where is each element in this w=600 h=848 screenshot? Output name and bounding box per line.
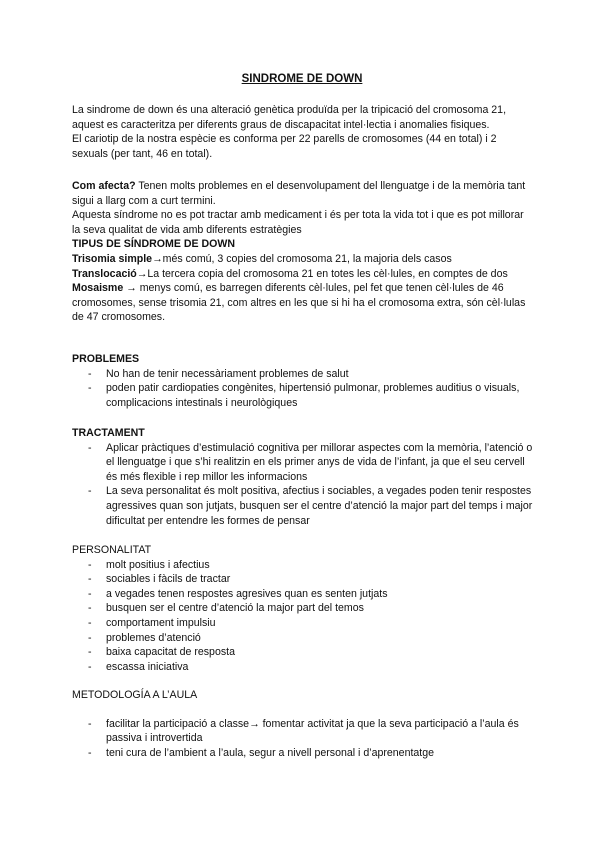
treatment-section [72, 426, 534, 528]
affects-text: Tenen molts problemes en el desenvolupament del llenguatge i de la memòria tant sigui a llarg com a curt termini. [72, 180, 526, 207]
type-text: →La tercera copia del cromosoma 21 en totes les cèl·lules, en comptes de dos [136, 267, 508, 280]
type-item [72, 267, 534, 282]
problems-heading: PROBLEMES [72, 353, 140, 365]
type-text: → menys comú, es barregen diferents cèl·lules, pel fet que tenen cèl·lules de 46 cromosomes, sense trisomia 21, com altres en les que si hi ha el cromosoma extra, són cèl·lulas de 47 cromosomes. [72, 282, 526, 324]
problems-section [72, 352, 534, 410]
treatment-heading: TRACTAMENT [72, 427, 145, 439]
list-item: - La seva personalitat és molt positiva, afectius i sociables, a vegades poden tenir respostes agressives quan son jutjats, busquen ser el centre d’atenció la major part del temps i major dificultat per entendre les formes de pensar [72, 484, 534, 528]
list-item: - busquen ser el centre d’atenció la major part del temos [72, 601, 534, 616]
affects-paragraph [72, 179, 534, 208]
intro-paragraph-1: La sindrome de down és una alteració genètica produïda per la tripicació del cromosoma 21, aquest es caracteritza per diferents graus de discapacitat intel·lectia i anomalies fisiques. [72, 104, 507, 131]
affects-section [72, 179, 534, 325]
list-item: - sociables i fàcils de tractar [72, 572, 534, 587]
list-item: - facilitar la participació a classe→ fomentar activitat ja que la seva participació a l’aula és passiva i introvertida [72, 717, 534, 746]
personality-section [72, 543, 534, 674]
intro-paragraph-2: El cariotip de la nostra espècie es conforma per 22 parells de cromosomes (44 en total) i 2 sexuals (per tant, 46 en total). [72, 133, 497, 160]
type-text: →més comú, 3 copies del cromosoma 21, la majoria dels casos [152, 252, 452, 265]
type-label: Trisomia simple [72, 252, 153, 265]
affects-paragraph-2: Aquesta síndrome no es pot tractar amb medicament i és per tota la vida tot i que es pot millorar la seva qualitat de vida amb diferents estratègies [72, 209, 524, 236]
personality-list [72, 558, 534, 675]
list-item: - a vegades tenen respostes agresives quan es senten jutjats [72, 587, 534, 602]
methodology-section [72, 688, 534, 760]
type-item [72, 252, 534, 267]
treatment-list [72, 441, 534, 529]
type-label: Mosaisme [72, 282, 124, 295]
type-label: Translocació [72, 267, 137, 280]
list-item: - molt positius i afectius [72, 558, 534, 573]
intro-section [72, 103, 534, 161]
list-item: - comportament impulsiu [72, 616, 534, 631]
personality-heading: PERSONALITAT [72, 544, 152, 556]
types-heading: TIPUS DE SÍNDROME DE DOWN [72, 238, 236, 251]
list-item: - baixa capacitat de resposta [72, 645, 534, 660]
list-item: - escassa iniciativa [72, 660, 534, 675]
list-item: - problemes d’atenció [72, 631, 534, 646]
type-item [72, 281, 534, 325]
affects-label: Com afecta? [72, 180, 136, 192]
methodology-heading: METODOLOGÍA A L’AULA [72, 689, 198, 701]
methodology-list [72, 717, 534, 761]
problems-list [72, 367, 534, 411]
list-item: - Aplicar pràctiques d’estimulació cognitiva per millorar aspectes com la memòria, l’atenció o el llenguatge i que s’hi realitzin en els primer anys de vida de l’infant, ja que el seu cervell és més flexible i rep millor les informacions [72, 441, 534, 485]
list-item: - poden patir cardiopaties congènites, hipertensió pulmonar, problemes auditius o visuals, complicacions intestinals i neurològiques [72, 381, 534, 410]
list-item: - teni cura de l’ambient a l’aula, segur a nivell personal i d’aprenentatge [72, 746, 534, 761]
list-item: - No han de tenir necessàriament problemes de salut [72, 367, 534, 382]
document-title: SINDROME DE DOWN [241, 73, 363, 85]
